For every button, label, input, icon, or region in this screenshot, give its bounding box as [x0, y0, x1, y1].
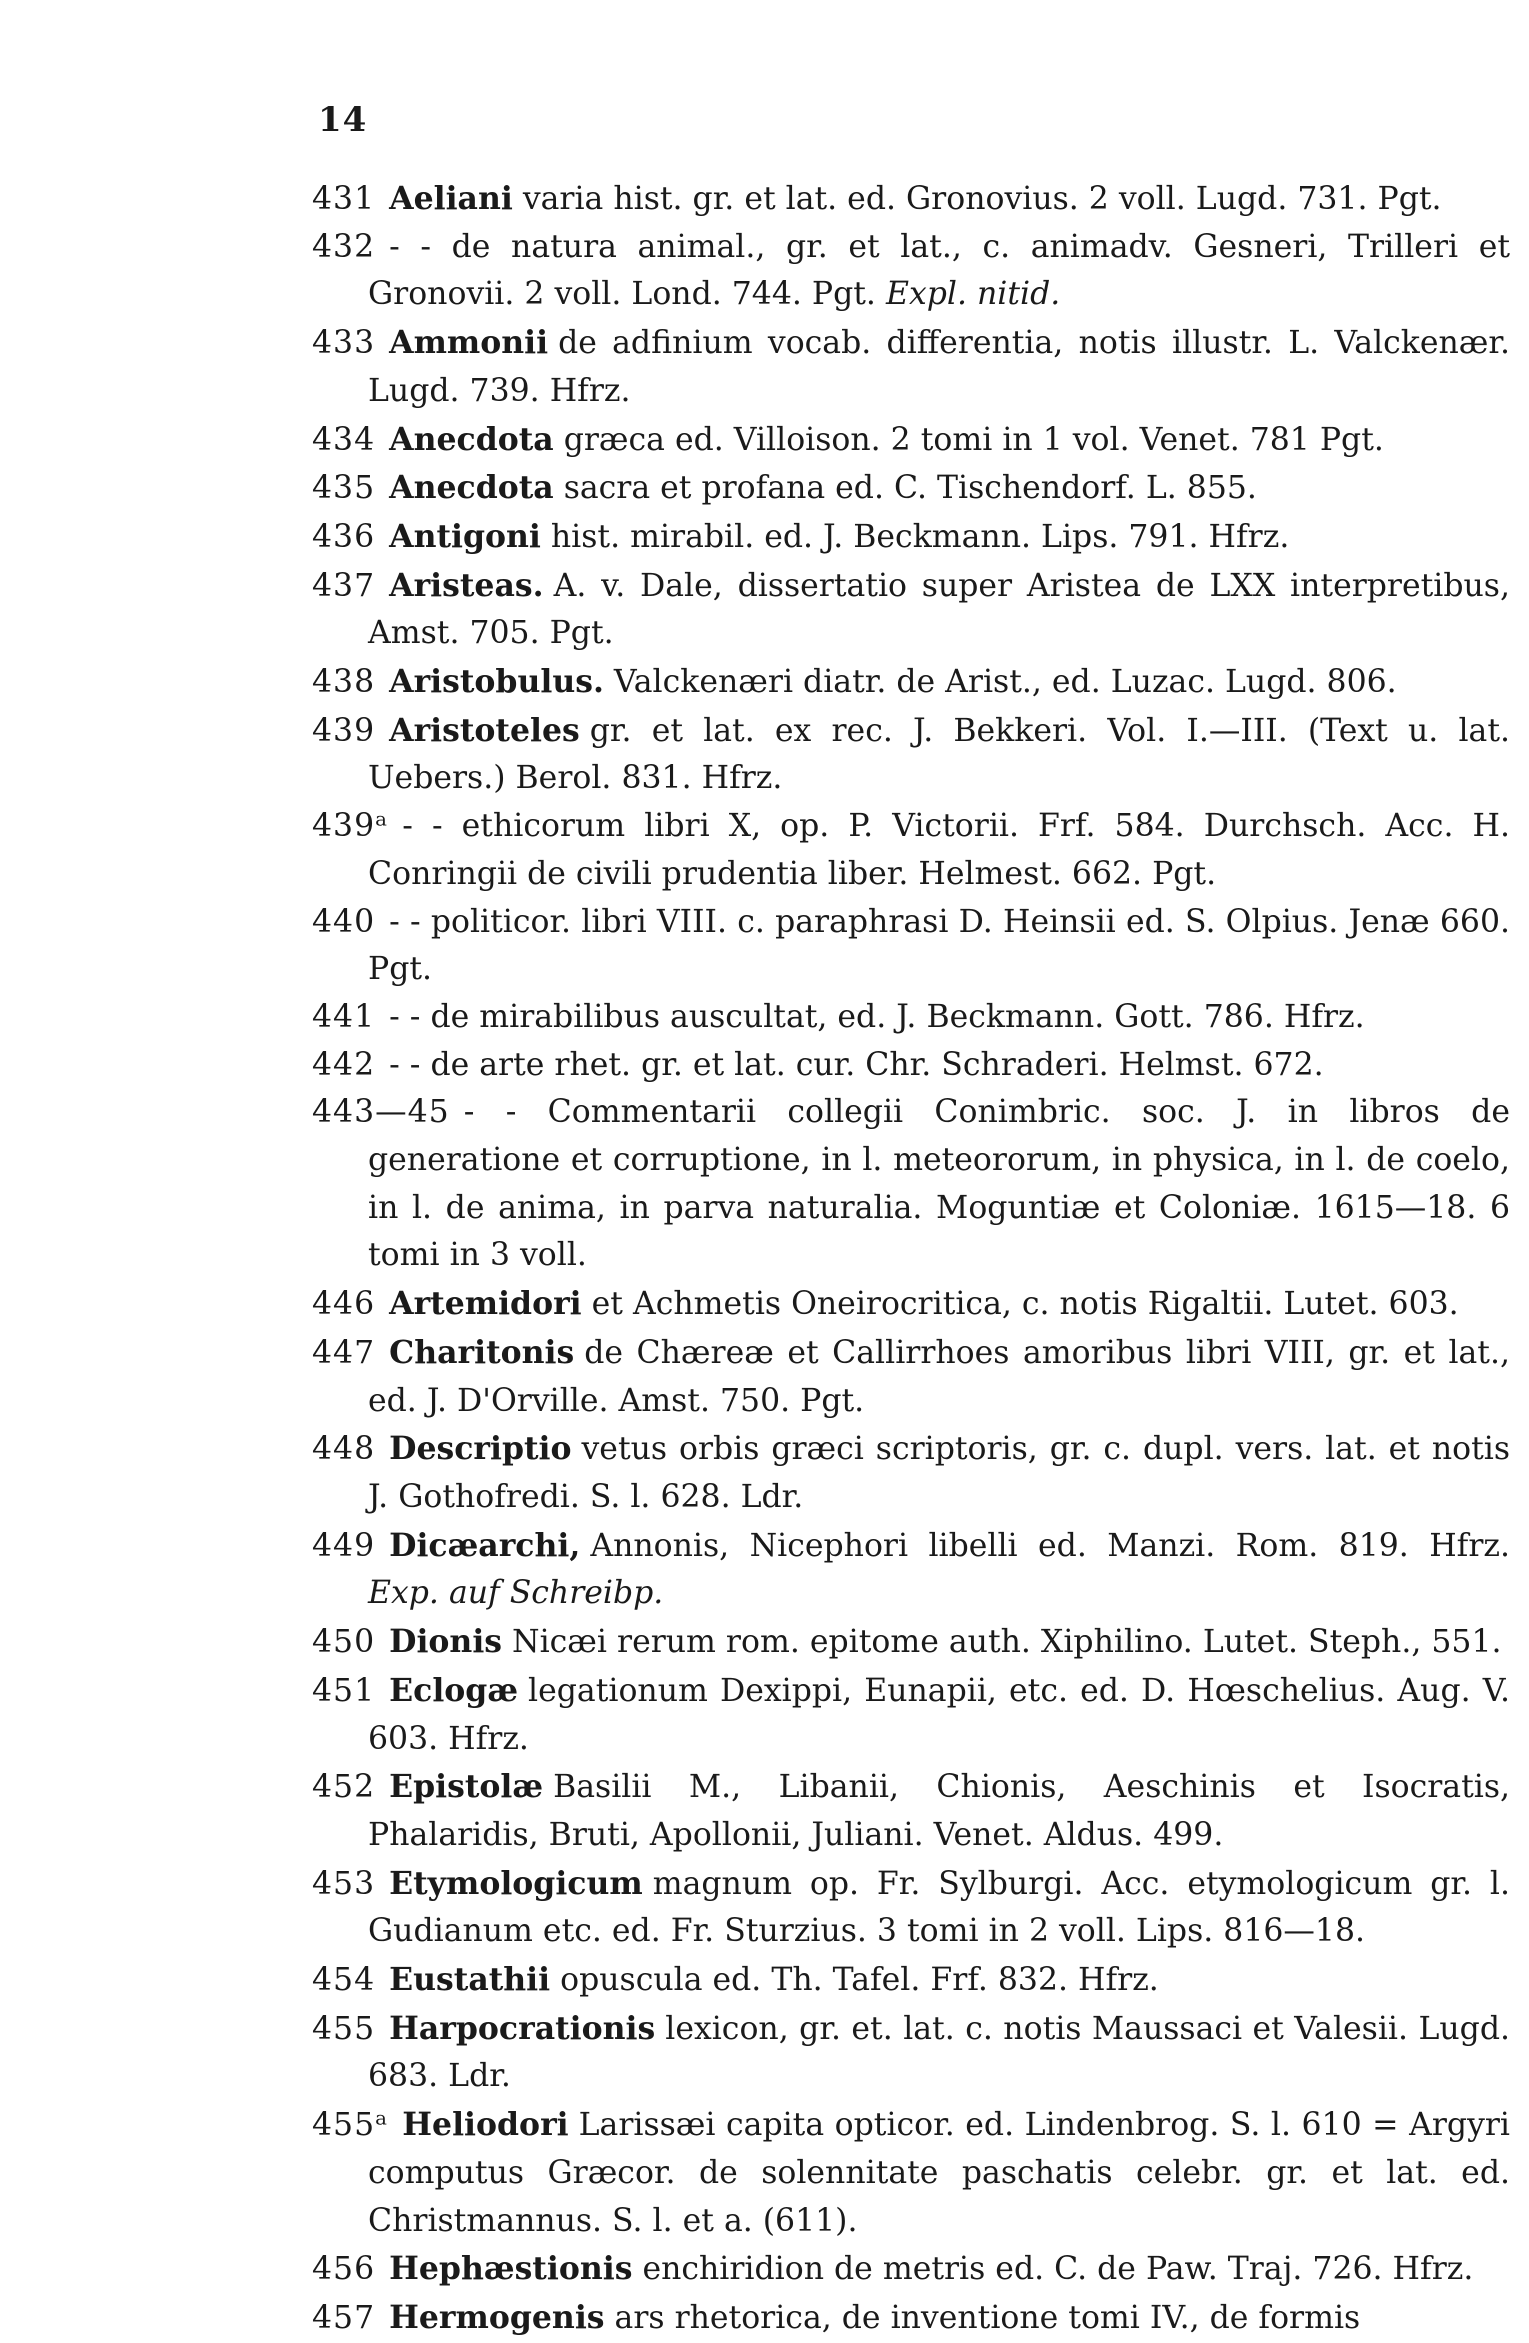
entry-heading: Aristoteles — [389, 711, 580, 749]
entry-number: 449 — [312, 1527, 376, 1564]
entry-number: 448 — [312, 1431, 376, 1468]
entry-text: - - de mirabilibus auscultat, ed. J. Beckmann. Gott. 786. Hfrz. — [389, 998, 1365, 1035]
entry-text: magnum op. Fr. Sylburgi. Acc. etymologicum gr. l. Gudianum etc. ed. Fr. Sturzius. 3 tomi in 2 voll. Lips. 816—18. — [368, 1865, 1510, 1950]
entry-number: 455ᵃ — [312, 2107, 389, 2144]
entry-text: Larissæi capita opticor. ed. Lindenbrog. S. l. 610 = Argyri computus Græcor. de solennitate paschatis celebr. gr. et lat. ed. Christmannus. S. l. et a. (611). — [368, 2107, 1510, 2239]
entry-text: opuscula ed. Th. Tafel. Frf. 832. Hfrz. — [560, 1962, 1159, 1999]
entry-note: Exp. auf Schreibp. — [368, 1575, 664, 1612]
catalog-entry — [312, 1763, 1510, 1859]
entry-number: 435 — [312, 470, 376, 507]
entry-number: 439 — [312, 712, 376, 749]
catalog-entry — [312, 319, 1510, 415]
entry-note: Expl. nitid. — [885, 276, 1061, 313]
catalog-entry — [312, 1860, 1510, 1956]
entry-number: 441 — [312, 998, 376, 1035]
entry-text: A. v. Dale, dissertatio super Aristea de LXX interpretibus, Amst. 705. Pgt. — [368, 567, 1510, 652]
catalog-entries — [312, 175, 1510, 2343]
entry-number: 446 — [312, 1286, 376, 1323]
entry-heading: Antigoni — [389, 517, 541, 555]
entry-text: Annonis, Nicephori libelli ed. Manzi. Rom. 819. Hfrz. — [590, 1527, 1510, 1564]
entry-heading: Etymologicum — [389, 1864, 643, 1902]
entry-number: 437 — [312, 567, 376, 604]
entry-heading: Dicæarchi, — [389, 1526, 581, 1564]
catalog-entry — [312, 1618, 1510, 1667]
entry-heading: Artemidori — [389, 1285, 582, 1323]
entry-text: et Achmetis Oneirocritica, c. notis Rigaltii. Lutet. 603. — [591, 1286, 1459, 1323]
page-number: 14 — [318, 100, 368, 140]
entry-number: 439ᵃ — [312, 808, 389, 845]
catalog-entry — [312, 175, 1510, 224]
catalog-entry — [312, 803, 1510, 898]
entry-number: 456 — [312, 2251, 376, 2288]
entry-heading: Aristobulus. — [389, 663, 604, 701]
entry-text: lexicon, gr. et. lat. c. notis Maussaci et Valesii. Lugd. 683. Ldr. — [368, 2010, 1510, 2095]
entry-text: de Chæreæ et Callirrhoes amoribus libri VIII, gr. et lat., ed. J. D'Orville. Amst. 750. Pgt. — [368, 1334, 1510, 1419]
entry-heading: Ammonii — [389, 324, 549, 362]
entry-number: 447 — [312, 1334, 376, 1371]
entry-number: 443—45 — [312, 1094, 450, 1131]
entry-number: 433 — [312, 325, 376, 362]
entry-text: - - Commentarii collegii Conimbric. soc. J. in libros de generatione et corruptione, in l. meteororum, in physica, in l. de coelo, in l. de anima, in parva naturalia. Moguntiæ et Coloniæ. 1615—18. 6 tomi in 3 voll. — [368, 1094, 1510, 1274]
entry-text: legationum Dexippi, Eunapii, etc. ed. D. Hœschelius. Aug. V. 603. Hfrz. — [368, 1672, 1510, 1757]
entry-heading: Aeliani — [389, 180, 513, 217]
catalog-entry — [312, 899, 1510, 994]
catalog-entry — [312, 416, 1510, 465]
entry-text: - - ethicorum libri X, op. P. Victorii. Frf. 584. Durchsch. Acc. H. Conringii de civili prudentia liber. Helmest. 662. Pgt. — [368, 808, 1510, 892]
entry-number: 453 — [312, 1865, 376, 1902]
entry-heading: Anecdota — [389, 469, 554, 507]
entry-heading: Hephæstionis — [389, 2250, 633, 2288]
catalog-entry — [312, 658, 1510, 707]
entry-text: - - politicor. libri VIII. c. paraphrasi D. Heinsii ed. S. Olpius. Jenæ 660. Pgt. — [368, 903, 1510, 988]
entry-heading: Anecdota — [389, 420, 554, 458]
entry-text: vetus orbis græci scriptoris, gr. c. dupl. vers. lat. et notis J. Gothofredi. S. l. 628. Ldr. — [368, 1431, 1510, 1515]
entry-heading: Heliodori — [402, 2106, 569, 2144]
catalog-entry — [312, 2101, 1510, 2245]
catalog-entry — [312, 1425, 1510, 1521]
catalog-entry — [312, 562, 1510, 658]
catalog-entry — [312, 2294, 1510, 2343]
entry-heading: Dionis — [389, 1623, 503, 1661]
entry-number: 436 — [312, 518, 376, 555]
catalog-entry — [312, 2245, 1510, 2294]
entry-text: Valckenæri diatr. de Arist., ed. Luzac. Lugd. 806. — [613, 664, 1397, 701]
entry-heading: Descriptio — [389, 1430, 572, 1468]
entry-number: 432 — [312, 228, 376, 265]
entry-text: hist. mirabil. ed. J. Beckmann. Lips. 791. Hfrz. — [550, 518, 1290, 555]
entry-heading: Epistolæ — [389, 1768, 544, 1806]
entry-heading: Eustathii — [389, 1961, 551, 1999]
entry-text: Nicæi rerum rom. epitome auth. Xiphilino. Lutet. Steph., 551. — [512, 1624, 1502, 1661]
entry-number: 457 — [312, 2299, 376, 2336]
catalog-entry — [312, 224, 1510, 319]
entry-heading: Hermogenis — [389, 2298, 605, 2336]
entry-number: 440 — [312, 903, 376, 940]
entry-text: enchiridion de metris ed. C. de Paw. Traj. 726. Hfrz. — [642, 2251, 1474, 2288]
entry-number: 450 — [312, 1624, 376, 1661]
entry-text: ars rhetorica, de inventione tomi IV., de formis — [614, 2299, 1361, 2336]
entry-number: 434 — [312, 421, 376, 458]
catalog-entry — [312, 994, 1510, 1042]
catalog-entry — [312, 1329, 1510, 1425]
catalog-entry — [312, 513, 1510, 562]
catalog-entry — [312, 1280, 1510, 1329]
entry-text: - - de arte rhet. gr. et lat. cur. Chr. Schraderi. Helmst. 672. — [389, 1046, 1324, 1083]
catalog-entry — [312, 707, 1510, 803]
catalog-entry — [312, 1956, 1510, 2005]
entry-text: græca ed. Villoison. 2 tomi in 1 vol. Venet. 781 Pgt. — [563, 421, 1384, 458]
entry-number: 451 — [312, 1672, 376, 1709]
entry-number: 452 — [312, 1769, 376, 1806]
catalog-entry — [312, 464, 1510, 513]
entry-number: 455 — [312, 2010, 376, 2047]
entry-text: Basilii M., Libanii, Chionis, Aeschinis et Isocratis, Phalaridis, Bruti, Apollonii, Juliani. Venet. Aldus. 499. — [368, 1769, 1510, 1853]
entry-text: varia hist. gr. et lat. ed. Gronovius. 2 voll. Lugd. 731. Pgt. — [522, 181, 1442, 217]
entry-text: sacra et profana ed. C. Tischendorf. L. 855. — [563, 470, 1257, 507]
entry-heading: Aristeas. — [389, 566, 544, 604]
entry-heading: Charitonis — [389, 1333, 575, 1371]
entry-text: de adfinium vocab. differentia, notis illustr. L. Valckenær. Lugd. 739. Hfrz. — [368, 325, 1510, 409]
entry-text: gr. et lat. ex rec. J. Bekkeri. Vol. I.—III. (Text u. lat. Uebers.) Berol. 831. Hfrz. — [368, 712, 1510, 797]
entry-number: 438 — [312, 664, 376, 701]
entry-number: 431 — [312, 181, 376, 217]
catalog-entry — [312, 1522, 1510, 1618]
entry-number: 454 — [312, 1962, 376, 1999]
entry-heading: Eclogæ — [389, 1671, 519, 1709]
entry-text: - - de natura animal., gr. et lat., c. animadv. Gesneri, Trilleri et Gronovii. 2 voll. Lond. 744. Pgt. — [368, 228, 1510, 313]
catalog-entry — [312, 2005, 1510, 2101]
entry-heading: Harpocrationis — [389, 2009, 656, 2047]
catalog-entry — [312, 1042, 1510, 1090]
catalog-entry — [312, 1089, 1510, 1280]
catalog-entry — [312, 1667, 1510, 1763]
entry-number: 442 — [312, 1046, 376, 1083]
